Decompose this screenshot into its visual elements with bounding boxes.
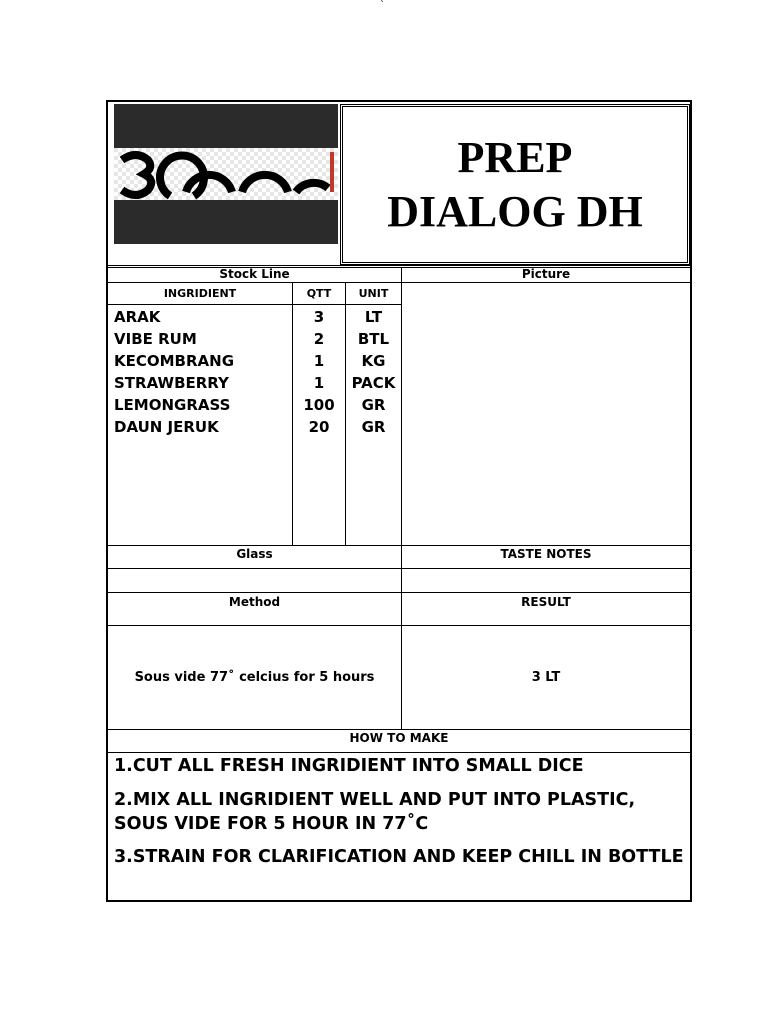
title-box [340, 104, 690, 265]
ingredient-name: LEMONGRASS [114, 396, 231, 414]
step-item: 1.CUT ALL FRESH INGRIDIENT INTO SMALL DICE [114, 756, 584, 776]
ingredient-qty: 2 [313, 330, 325, 348]
ingredient-unit: BTL [357, 330, 390, 348]
header-unit: UNIT [358, 287, 389, 300]
ingredient-unit: GR [361, 418, 386, 436]
method-value: Sous vide 77˚ celcius for 5 hours [134, 670, 375, 685]
ingredient-name: ARAK [114, 308, 161, 326]
logo [114, 104, 338, 244]
ingredient-qty: 3 [313, 308, 325, 326]
picture-label: Picture [521, 267, 571, 281]
step-item: 2.MIX ALL INGRIDIENT WELL AND PUT INTO PLASTIC, SOUS VIDE FOR 5 HOUR IN 77˚C [114, 790, 636, 834]
ingredient-unit: KG [361, 352, 386, 370]
ingredient-qty: 100 [303, 396, 335, 414]
ingredient-name: KECOMBRANG [114, 352, 235, 370]
stray-mark: ` [380, 0, 385, 11]
step-item: 3.STRAIN FOR CLARIFICATION AND KEEP CHILL IN BOTTLE [114, 847, 684, 867]
logo-icon [114, 148, 338, 200]
taste-notes-label: TASTE NOTES [500, 547, 592, 561]
how-to-make-label: HOW TO MAKE [349, 731, 449, 745]
page-title: PREP DIALOG DH [387, 132, 643, 236]
result-label: RESULT [521, 595, 571, 609]
ingredient-name: DAUN JERUK [114, 418, 219, 436]
ingredient-name: VIBE RUM [114, 330, 197, 348]
result-value: 3 LT [531, 670, 561, 685]
ingredient-qty: 20 [308, 418, 330, 436]
ingredient-unit: GR [361, 396, 386, 414]
stock-line-label: Stock Line [219, 267, 290, 281]
header-qtt: QTT [306, 287, 332, 300]
prep-sheet [106, 100, 692, 902]
ingredient-qty: 1 [313, 352, 325, 370]
method-label: Method [228, 595, 281, 609]
ingredient-qty: 1 [313, 374, 325, 392]
header [108, 102, 690, 265]
header-ingredient: INGRIDIENT [163, 287, 237, 300]
glass-label: Glass [236, 547, 273, 561]
ingredient-unit: LT [364, 308, 383, 326]
ingredient-unit: PACK [351, 374, 396, 392]
ingredient-name: STRAWBERRY [114, 374, 229, 392]
